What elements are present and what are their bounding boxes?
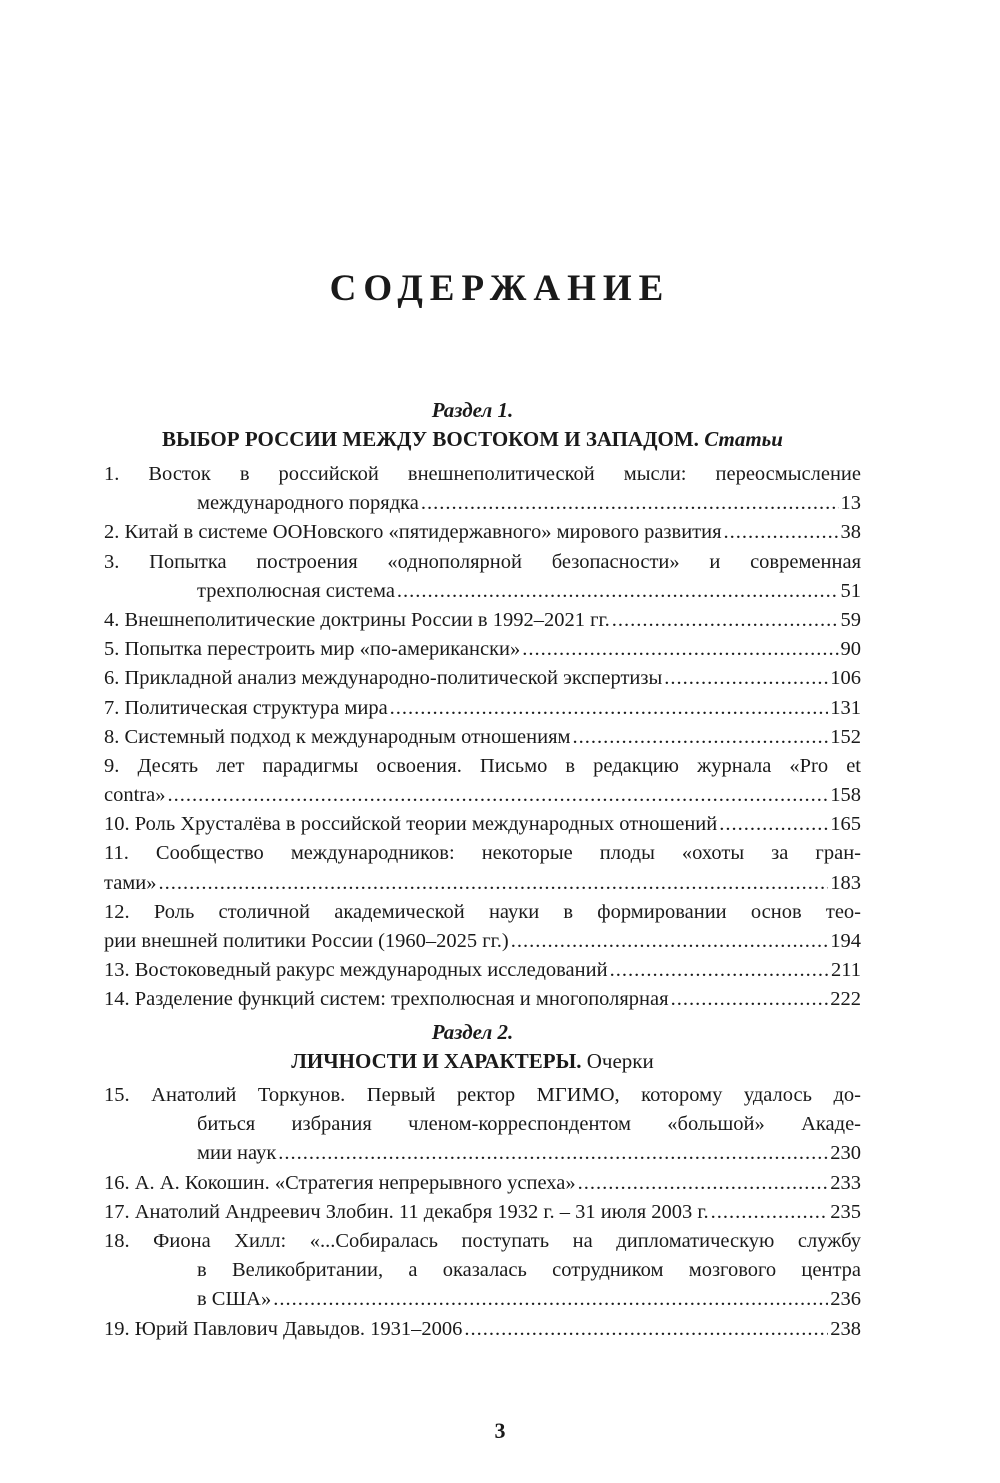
toc-entry-line <box>104 927 861 956</box>
toc-entry-page: 183 <box>830 871 861 894</box>
page-number: 3 <box>494 1418 506 1443</box>
toc-entry[interactable] <box>104 723 861 752</box>
toc-entry-title: трехполюсная система <box>197 579 395 602</box>
toc-entry-title: 16. А. А. Кокошин. «Стратегия непрерывного успеха» <box>104 1171 576 1194</box>
toc-entry[interactable] <box>104 839 861 897</box>
toc-entry[interactable] <box>104 985 861 1014</box>
toc-entry-page: 236 <box>830 1288 861 1311</box>
toc-entry[interactable] <box>104 518 861 547</box>
toc-entry-page: 211 <box>831 959 861 982</box>
toc-entry-line: 9. Десять лет парадигмы освоения. Письмо в редакцию журнала «Pro et <box>104 754 861 777</box>
section-2-toc-list <box>104 1081 861 1344</box>
section-1-genre: Статьи <box>704 427 783 451</box>
toc-entry-line <box>104 606 861 635</box>
section-2-number: Раздел 2. <box>431 1020 514 1044</box>
dot-leader <box>167 781 828 810</box>
toc-entry-title: 5. Попытка перестроить мир «по-американски» <box>104 638 521 661</box>
toc-entry[interactable] <box>104 548 861 606</box>
toc-entry-line: 18. Фиона Хилл: «...Собиралась поступать на дипломатическую службу <box>104 1229 861 1252</box>
section-1-name: ВЫБОР РОССИИ МЕЖДУ ВОСТОКОМ И ЗАПАДОМ. <box>162 427 699 451</box>
dot-leader <box>719 810 828 839</box>
toc-entry-title: в США» <box>197 1288 272 1311</box>
toc-entry-line: 15. Анатолий Торкунов. Первый ректор МГИМО, которому удалось до- <box>104 1084 861 1106</box>
dot-leader <box>671 985 829 1014</box>
toc-entry-line: 3. Попытка построения «однополярной безопасности» и современная <box>104 550 861 573</box>
section-2-header <box>100 1018 845 1076</box>
toc-entry-page: 238 <box>830 1317 861 1340</box>
toc-entry-line <box>104 694 861 723</box>
toc-entry-line <box>197 577 861 606</box>
toc-entry-line: 12. Роль столичной академической науки в формировании основ тео- <box>104 900 861 923</box>
toc-entry-page: 131 <box>830 696 861 719</box>
section-1-header <box>100 396 845 454</box>
toc-entry-title: 17. Анатолий Андреевич Злобин. 11 декабря 1932 г. – 31 июля 2003 г. <box>104 1200 709 1223</box>
toc-entry-title: тами» <box>104 871 157 894</box>
toc-entry-line: в Великобритании, а оказалась сотрудником мозгового центра <box>197 1259 861 1282</box>
toc-entry-page: 194 <box>830 930 861 953</box>
dot-leader <box>390 694 829 723</box>
toc-entry[interactable] <box>104 1169 861 1198</box>
toc-entry-title: 6. Прикладной анализ международно-политической экспертизы <box>104 667 663 690</box>
toc-entry[interactable] <box>104 1198 861 1227</box>
toc-entry-line: 11. Сообщество международников: некоторые плоды «охоты за гран- <box>104 842 861 865</box>
toc-entry-page: 106 <box>830 667 861 690</box>
dot-leader <box>724 518 839 547</box>
dot-leader <box>610 956 829 985</box>
toc-entry-title: 13. Востоковедный ракурс международных исследований <box>104 959 608 982</box>
toc-entry-line <box>104 1315 861 1344</box>
toc-entry-title: contra» <box>104 784 166 807</box>
dot-leader <box>273 1285 828 1314</box>
toc-entry-page: 90 <box>840 638 861 661</box>
toc-entry-title: 10. Роль Хрусталёва в российской теории международных отношений <box>104 813 718 836</box>
toc-entry-page: 165 <box>830 813 861 836</box>
toc-entry-page: 13 <box>840 492 861 515</box>
toc-entry-page: 158 <box>830 784 861 807</box>
toc-entry-line <box>104 518 861 547</box>
dot-leader <box>573 723 829 752</box>
dot-leader <box>397 577 839 606</box>
toc-entry-page: 235 <box>830 1200 861 1223</box>
toc-entry-line <box>104 1169 861 1198</box>
dot-leader <box>159 869 829 898</box>
toc-entry-line <box>197 1139 861 1168</box>
toc-entry[interactable] <box>104 460 861 518</box>
toc-entry-page: 59 <box>840 608 861 631</box>
dot-leader <box>522 635 838 664</box>
toc-entry-title: международного порядка <box>197 492 419 515</box>
dot-leader <box>278 1139 828 1168</box>
toc-entry-line <box>104 869 861 898</box>
toc-entry[interactable] <box>104 810 861 839</box>
toc-entry-line: 1. Восток в российской внешнеполитической мысли: переосмысление <box>104 463 861 485</box>
toc-entry[interactable] <box>104 664 861 693</box>
toc-entry-page: 222 <box>830 988 861 1011</box>
page-title: СОДЕРЖАНИЕ <box>329 268 671 309</box>
toc-entry[interactable] <box>104 635 861 664</box>
toc-entry-title: 4. Внешнеполитические доктрины России в 1992–2021 гг. <box>104 608 610 631</box>
toc-entry[interactable] <box>104 1227 861 1315</box>
toc-entry-line <box>104 781 861 810</box>
toc-entry-line <box>104 810 861 839</box>
section-2-title-line <box>100 1047 845 1076</box>
toc-entry[interactable] <box>104 606 861 635</box>
dot-leader <box>421 489 839 518</box>
section-1-title-line <box>100 425 845 454</box>
dot-leader <box>612 606 839 635</box>
toc-entry[interactable] <box>104 1081 861 1169</box>
toc-entry[interactable] <box>104 1315 861 1344</box>
section-1-number: Раздел 1. <box>431 398 514 422</box>
toc-entry[interactable] <box>104 956 861 985</box>
toc-entry-title: 19. Юрий Павлович Давыдов. 1931–2006 <box>104 1317 463 1340</box>
toc-entry-line <box>197 489 861 518</box>
toc-entry-line <box>104 723 861 752</box>
dot-leader <box>664 664 828 693</box>
toc-entry-title: рии внешней политики России (1960–2025 гг.) <box>104 930 509 953</box>
toc-entry-line <box>104 1198 861 1227</box>
section-2-genre: Очерки <box>586 1049 654 1073</box>
section-1-toc-list <box>104 460 861 1015</box>
dot-leader <box>578 1169 829 1198</box>
toc-entry[interactable] <box>104 898 861 956</box>
toc-entry-line <box>104 985 861 1014</box>
toc-entry[interactable] <box>104 752 861 810</box>
dot-leader <box>464 1315 828 1344</box>
dot-leader <box>711 1198 829 1227</box>
dot-leader <box>511 927 829 956</box>
section-2-name: ЛИЧНОСТИ И ХАРАКТЕРЫ. <box>291 1049 582 1073</box>
toc-entry-page: 233 <box>830 1171 861 1194</box>
toc-entry-title: 7. Политическая структура мира <box>104 696 388 719</box>
toc-entry-title: 2. Китай в системе ООНовского «пятидержавного» мирового развития <box>104 521 722 544</box>
toc-entry[interactable] <box>104 694 861 723</box>
toc-entry-title: 8. Системный подход к международным отношениям <box>104 725 571 748</box>
toc-entry-line <box>104 956 861 985</box>
toc-entry-line <box>197 1285 861 1314</box>
toc-entry-title: мии наук <box>197 1142 277 1165</box>
toc-entry-page: 51 <box>840 579 861 602</box>
toc-entry-title: 14. Разделение функций систем: трехполюсная и многополярная <box>104 988 669 1011</box>
toc-entry-page: 152 <box>830 725 861 748</box>
toc-entry-line <box>104 635 861 664</box>
toc-entry-page: 38 <box>840 521 861 544</box>
toc-entry-page: 230 <box>830 1142 861 1165</box>
toc-entry-line <box>104 664 861 693</box>
toc-entry-line: биться избрания членом-корреспондентом «большой» Акаде- <box>197 1113 861 1136</box>
